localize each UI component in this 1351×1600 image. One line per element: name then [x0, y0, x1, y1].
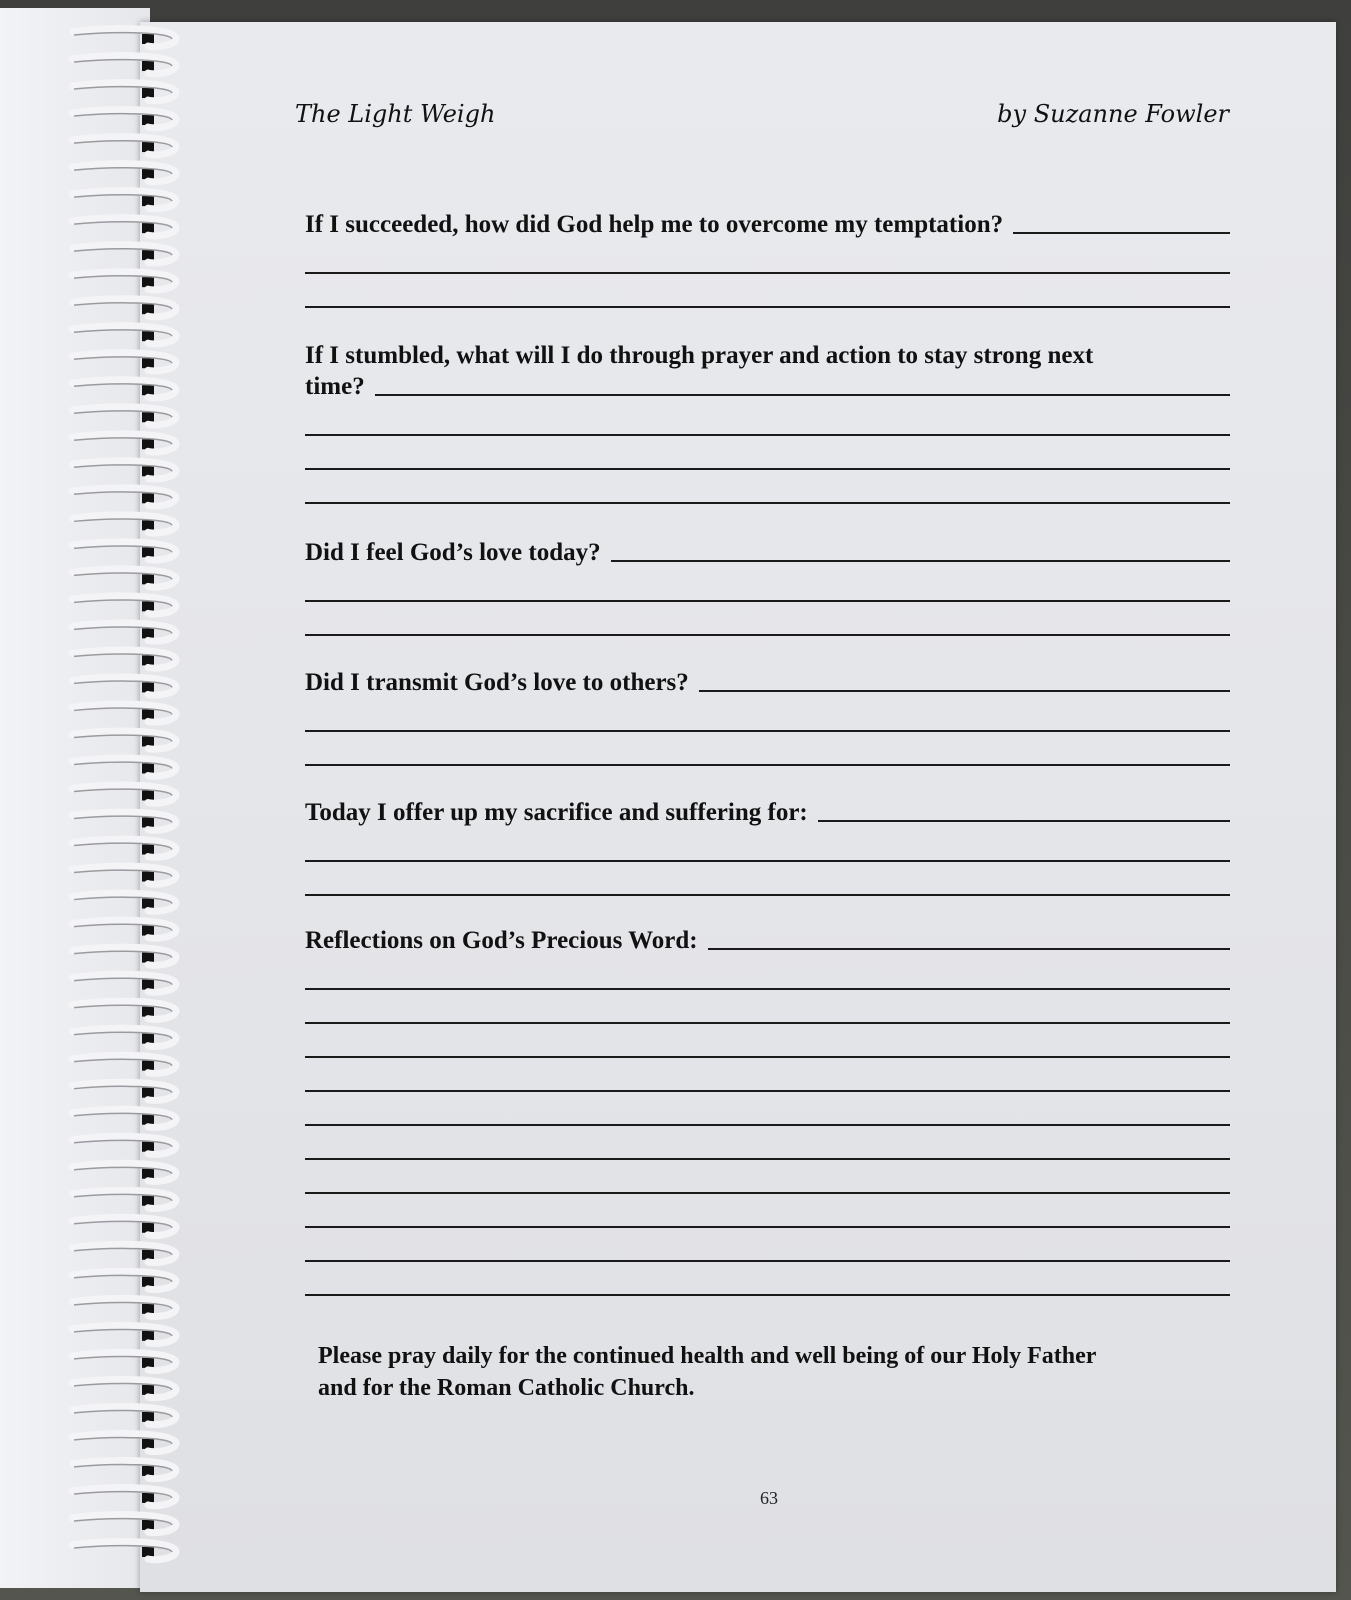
spiral-coil [72, 569, 176, 587]
spiral-coil [72, 1515, 176, 1533]
answer-line[interactable] [305, 436, 1230, 470]
question-transmit-love [305, 668, 1230, 766]
spiral-coil [72, 326, 176, 344]
answer-line[interactable] [305, 1194, 1230, 1228]
answer-line[interactable] [305, 602, 1230, 636]
spiral-coil [72, 56, 176, 74]
question-offer-up [305, 798, 1230, 896]
question-prompt: Reflections on God’s Precious Word: [305, 927, 698, 954]
question-reflections [305, 926, 1230, 1296]
answer-line[interactable] [375, 394, 1230, 396]
answer-line[interactable] [305, 732, 1230, 766]
spiral-coil [72, 893, 176, 911]
spiral-coil [72, 1163, 176, 1181]
spiral-coil [72, 191, 176, 209]
spiral-coil [72, 974, 176, 992]
answer-line[interactable] [305, 1262, 1230, 1296]
answer-line[interactable] [611, 560, 1230, 562]
spiral-coil [72, 1325, 176, 1343]
spiral-coil [72, 83, 176, 101]
spiral-coil [72, 650, 176, 668]
spiral-coil [72, 1461, 176, 1479]
spiral-coil [72, 839, 176, 857]
spiral-coil [72, 596, 176, 614]
spiral-coil [72, 353, 176, 371]
spiral-coil [72, 110, 176, 128]
spiral-coil [72, 812, 176, 830]
answer-line[interactable] [305, 1228, 1230, 1262]
spiral-coil [72, 623, 176, 641]
spiral-coil [72, 731, 176, 749]
answer-line[interactable] [305, 1160, 1230, 1194]
answer-line[interactable] [818, 820, 1230, 822]
answer-line[interactable] [305, 1024, 1230, 1058]
spiral-coil [72, 164, 176, 182]
answer-line[interactable] [305, 240, 1230, 274]
spiral-coil [72, 434, 176, 452]
spiral-coil [72, 488, 176, 506]
spiral-coil [72, 1271, 176, 1289]
answer-line[interactable] [305, 828, 1230, 862]
spiral-coil [72, 1488, 176, 1506]
answer-line[interactable] [305, 1092, 1230, 1126]
closing-line: Please pray daily for the continued health and well being of our Holy Father [318, 1343, 1097, 1369]
book-title: The Light Weigh [295, 100, 496, 128]
spiral-coil [72, 542, 176, 560]
answer-line[interactable] [305, 698, 1230, 732]
spiral-coil [72, 1190, 176, 1208]
closing-line: and for the Roman Catholic Church. [318, 1375, 695, 1401]
question-stumbled [305, 340, 1230, 504]
answer-line[interactable] [305, 1126, 1230, 1160]
spiral-coil [72, 1136, 176, 1154]
spiral-coil [72, 1217, 176, 1235]
spiral-coil [72, 245, 176, 263]
spiral-coil [72, 1028, 176, 1046]
question-prompt: Did I feel God’s love today? [305, 539, 601, 566]
spiral-coil [72, 1001, 176, 1019]
answer-line[interactable] [305, 470, 1230, 504]
spiral-coil [72, 758, 176, 776]
spiral-coil [72, 1542, 176, 1560]
answer-line[interactable] [305, 862, 1230, 896]
spiral-coil [72, 272, 176, 290]
spiral-coil [72, 704, 176, 722]
spiral-coil [72, 515, 176, 533]
spiral-coil [72, 677, 176, 695]
spiral-coil [72, 1244, 176, 1262]
spiral-coil [72, 218, 176, 236]
spiral-coil [72, 1352, 176, 1370]
question-felt-love [305, 538, 1230, 636]
page-number: 63 [760, 1488, 778, 1508]
answer-line[interactable] [1013, 232, 1230, 234]
spiral-coil [72, 299, 176, 317]
answer-line[interactable] [305, 568, 1230, 602]
spiral-coil [72, 866, 176, 884]
answer-line[interactable] [305, 274, 1230, 308]
spiral-coil [72, 947, 176, 965]
author-name: by Suzanne Fowler [997, 100, 1229, 128]
spiral-coil [72, 1082, 176, 1100]
spiral-coil [72, 29, 176, 47]
spiral-coil [72, 920, 176, 938]
spiral-coil [72, 407, 176, 425]
question-prompt: Did I transmit God’s love to others? [305, 669, 689, 696]
answer-line[interactable] [699, 690, 1230, 692]
question-prompt-continued: time? [305, 373, 365, 400]
closing-prayer-request [318, 1340, 1218, 1404]
spiral-binding [64, 20, 194, 1590]
question-prompt: If I succeeded, how did God help me to overcome my temptation? [305, 211, 1004, 238]
spiral-coil [72, 1298, 176, 1316]
spiral-coil [72, 461, 176, 479]
spiral-coil [72, 380, 176, 398]
question-prompt: Today I offer up my sacrifice and suffering for: [305, 799, 808, 826]
spiral-coil [72, 137, 176, 155]
question-succeeded [305, 210, 1230, 308]
spiral-coil [72, 1434, 176, 1452]
spiral-coil [72, 1407, 176, 1425]
answer-line[interactable] [305, 1058, 1230, 1092]
spiral-coil [72, 1055, 176, 1073]
answer-line[interactable] [305, 402, 1230, 436]
spiral-coil [72, 785, 176, 803]
answer-line[interactable] [708, 948, 1230, 950]
answer-line[interactable] [305, 990, 1230, 1024]
question-prompt: If I stumbled, what will I do through prayer and action to stay strong next [305, 342, 1094, 369]
spiral-coil [72, 1109, 176, 1127]
spiral-coil [72, 1380, 176, 1398]
answer-line[interactable] [305, 956, 1230, 990]
